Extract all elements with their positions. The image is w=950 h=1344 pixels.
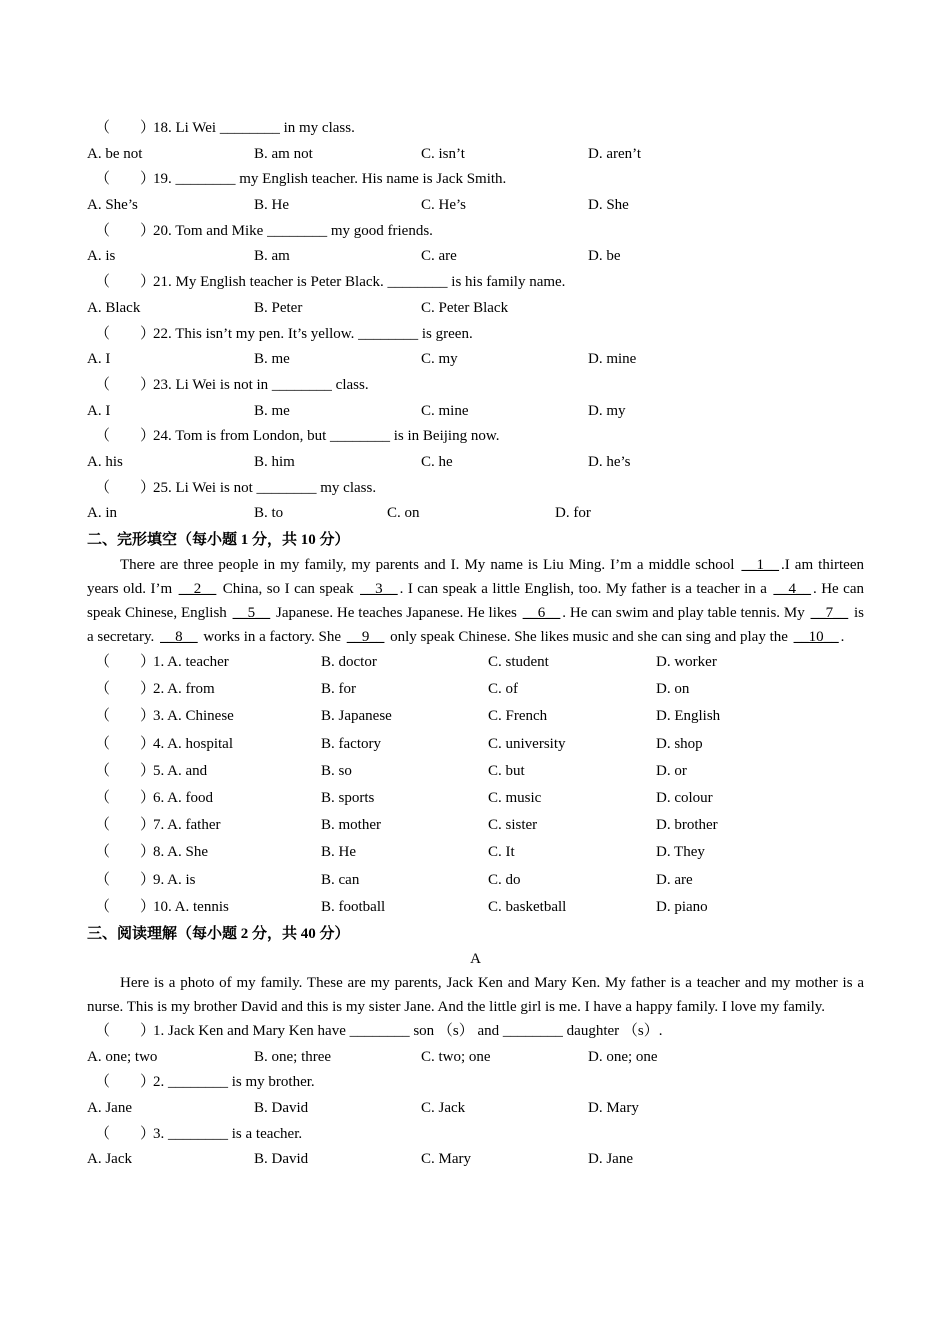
option-d: D. Jane <box>588 1151 633 1168</box>
option-c: C. two; one <box>421 1048 491 1065</box>
option-b: B. Japanese <box>321 708 392 725</box>
option-d: D. She <box>588 197 629 214</box>
option-c: C. music <box>488 789 542 806</box>
passage-text: Here is a photo of my family. These are my parents, Jack Ken and Mary Ken. My father is a teacher and my mother is a nurse. This is my brother David and this is my sister Jane. And the little girl is me. I have a happy family. I love my family. <box>87 974 864 1015</box>
option-b: B. am <box>254 248 290 265</box>
cloze-question-1 <box>87 649 864 676</box>
blank-1: __1__ <box>741 557 779 573</box>
option-a: 3. A. Chinese <box>153 708 234 725</box>
question-18-options <box>87 142 864 168</box>
option-a: A. Black <box>87 299 141 316</box>
answer-paren: （ ） <box>95 654 156 670</box>
question-text: 23. Li Wei is not in ________ class. <box>153 376 369 393</box>
cloze-question-6 <box>87 785 864 812</box>
answer-paren: （ ） <box>95 325 156 342</box>
cloze-question-5 <box>87 758 864 785</box>
blank-3: __3__ <box>360 581 398 597</box>
cloze-passage <box>87 553 864 649</box>
cloze-question-4 <box>87 731 864 758</box>
option-d: D. or <box>656 762 687 779</box>
exam-page <box>87 116 864 1173</box>
question-21-options <box>87 296 864 322</box>
option-b: B. factory <box>321 735 381 752</box>
option-b: B. can <box>321 871 360 888</box>
option-b: B. He <box>254 197 289 214</box>
option-b: B. so <box>321 762 352 779</box>
option-c: C. university <box>488 735 566 752</box>
answer-paren: （ ） <box>95 1074 156 1091</box>
blank-5: __5__ <box>232 605 271 621</box>
answer-paren: （ ） <box>95 789 156 806</box>
answer-paren: （ ） <box>95 762 156 779</box>
option-b: B. one; three <box>254 1048 332 1065</box>
passage-text: works in a factory. She <box>199 629 345 645</box>
option-d: D. one; one <box>588 1048 658 1065</box>
cloze-question-9 <box>87 867 864 894</box>
passage-label: A <box>470 950 481 967</box>
option-b: B. football <box>321 898 386 915</box>
question-18-stem <box>87 116 864 142</box>
option-b: B. doctor <box>321 654 377 670</box>
option-c: C. Mary <box>421 1151 471 1168</box>
option-c: C. but <box>488 762 525 779</box>
option-a: 9. A. is <box>153 871 196 888</box>
cloze-question-3 <box>87 703 864 730</box>
option-a: 5. A. and <box>153 762 208 779</box>
passage-text: . He can speak Chinese, English <box>87 581 864 621</box>
blank-4: __4__ <box>773 581 811 597</box>
section-2-title: 二、完形填空（每小题 1 分，共 10 分） <box>87 532 350 548</box>
option-a: A. in <box>87 505 117 522</box>
reading-question-1-stem <box>87 1019 864 1045</box>
passage-text: China, so I can speak <box>218 581 359 597</box>
option-a: 2. A. from <box>153 681 215 698</box>
answer-paren: （ ） <box>95 222 156 239</box>
option-c: C. he <box>421 453 453 470</box>
option-d: D. They <box>656 844 705 861</box>
option-a: A. Jane <box>87 1099 132 1116</box>
option-b: B. He <box>321 844 356 861</box>
option-d: D. aren’t <box>588 145 642 162</box>
option-b: B. for <box>321 681 356 698</box>
option-a: 10. A. tennis <box>153 898 229 915</box>
option-b: B. David <box>254 1151 309 1168</box>
blank-8: __8__ <box>160 629 198 645</box>
option-c: C. student <box>488 654 549 670</box>
option-a: A. She’s <box>87 197 138 214</box>
option-c: C. Peter Black <box>421 299 509 316</box>
option-a: A. I <box>87 402 111 419</box>
cloze-question-2 <box>87 676 864 703</box>
option-a: A. I <box>87 351 111 368</box>
option-b: B. to <box>254 505 284 522</box>
reading-question-2-stem <box>87 1070 864 1096</box>
passage-text: .I am thirteen years old. I’m <box>87 557 864 597</box>
option-d: D. be <box>588 248 621 265</box>
option-c: C. isn’t <box>421 145 465 162</box>
answer-paren: （ ） <box>95 817 156 834</box>
question-text: 22. This isn’t my pen. It’s yellow. ________ is green. <box>153 325 473 342</box>
option-a: A. be not <box>87 145 143 162</box>
question-text: 18. Li Wei ________ in my class. <box>153 120 355 136</box>
answer-paren: （ ） <box>95 708 156 725</box>
passage-text: . <box>840 629 845 645</box>
option-b: B. Peter <box>254 299 303 316</box>
question-22-options <box>87 347 864 373</box>
option-a: A. his <box>87 453 123 470</box>
answer-paren: （ ） <box>95 120 156 136</box>
option-b: B. sports <box>321 789 375 806</box>
answer-paren: （ ） <box>95 1125 156 1142</box>
option-a: A. is <box>87 248 116 265</box>
option-d: D. worker <box>656 654 717 670</box>
option-d: D. for <box>555 505 591 522</box>
question-19-options <box>87 193 864 219</box>
option-d: D. mine <box>588 351 637 368</box>
option-a: 1. A. teacher <box>153 654 229 670</box>
option-c: C. on <box>387 505 420 522</box>
option-c: C. do <box>488 871 521 888</box>
question-text: 2. ________ is my brother. <box>153 1074 315 1091</box>
passage-text: only speak Chinese. She likes music and she can sing and play the <box>386 629 792 645</box>
reading-passage <box>87 971 864 1019</box>
question-20-stem <box>87 219 864 245</box>
answer-paren: （ ） <box>95 871 156 888</box>
question-22-stem <box>87 322 864 348</box>
passage-text: There are three people in my family, my parents and I. My name is Liu Ming. I’m a middle school <box>120 557 740 573</box>
question-21-stem <box>87 270 864 296</box>
option-a: A. one; two <box>87 1048 158 1065</box>
question-24-stem <box>87 424 864 450</box>
blank-9: __9__ <box>346 629 385 645</box>
question-text: 21. My English teacher is Peter Black. ________ is his family name. <box>153 274 566 291</box>
option-c: C. He’s <box>421 197 466 214</box>
cloze-question-8 <box>87 839 864 866</box>
option-d: D. shop <box>656 735 703 752</box>
blank-7: __7__ <box>810 605 849 621</box>
answer-paren: （ ） <box>95 735 156 752</box>
option-b: B. mother <box>321 817 381 834</box>
option-b: B. me <box>254 351 290 368</box>
cloze-question-7 <box>87 812 864 839</box>
blank-10: __10__ <box>793 629 839 645</box>
question-text: 19. ________ my English teacher. His name is Jack Smith. <box>153 171 507 188</box>
passage-text: . He can swim and play table tennis. My <box>562 605 809 621</box>
option-d: D. brother <box>656 817 718 834</box>
question-text: 1. Jack Ken and Mary Ken have ________ son （s） and ________ daughter （s）. <box>153 1022 663 1039</box>
answer-paren: （ ） <box>95 681 156 698</box>
section-3-title: 三、阅读理解（每小题 2 分，共 40 分） <box>87 925 350 942</box>
answer-paren: （ ） <box>95 376 156 393</box>
blank-6: __6__ <box>522 605 561 621</box>
reading-question-3-stem <box>87 1122 864 1148</box>
option-a: 4. A. hospital <box>153 735 234 752</box>
option-c: C. my <box>421 351 458 368</box>
option-c: C. are <box>421 248 457 265</box>
option-c: C. sister <box>488 817 538 834</box>
option-c: C. Jack <box>421 1099 466 1116</box>
option-c: C. French <box>488 708 548 725</box>
question-24-options <box>87 450 864 476</box>
option-c: C. basketball <box>488 898 567 915</box>
option-d: D. colour <box>656 789 713 806</box>
question-text: 25. Li Wei is not ________ my class. <box>153 479 377 496</box>
cloze-questions <box>87 649 864 921</box>
answer-paren: （ ） <box>95 428 156 445</box>
option-d: D. my <box>588 402 626 419</box>
option-a: 8. A. She <box>153 844 209 861</box>
option-d: D. English <box>656 708 721 725</box>
option-d: D. he’s <box>588 453 631 470</box>
option-b: B. am not <box>254 145 313 162</box>
question-25-options <box>87 501 864 527</box>
cloze-question-10 <box>87 894 864 921</box>
option-d: D. are <box>656 871 693 888</box>
question-25-stem <box>87 476 864 502</box>
blank-2: __2__ <box>178 581 217 597</box>
option-b: B. me <box>254 402 290 419</box>
question-20-options <box>87 244 864 270</box>
reading-questions <box>87 1019 864 1173</box>
option-c: C. of <box>488 681 518 698</box>
answer-paren: （ ） <box>95 274 156 291</box>
option-a: A. Jack <box>87 1151 132 1168</box>
option-d: D. on <box>656 681 690 698</box>
option-b: B. David <box>254 1099 309 1116</box>
answer-paren: （ ） <box>95 171 156 188</box>
option-c: C. It <box>488 844 515 861</box>
question-text: 24. Tom is from London, but ________ is in Beijing now. <box>153 428 500 445</box>
reading-question-3-options <box>87 1147 864 1173</box>
question-23-stem <box>87 373 864 399</box>
question-text: 3. ________ is a teacher. <box>153 1125 303 1142</box>
question-23-options <box>87 399 864 425</box>
option-b: B. him <box>254 453 295 470</box>
option-a: 6. A. food <box>153 789 213 806</box>
answer-paren: （ ） <box>95 898 156 915</box>
part1-questions <box>87 116 864 527</box>
answer-paren: （ ） <box>95 1022 156 1039</box>
passage-text: . I can speak a little English, too. My father is a teacher in a <box>399 581 772 597</box>
question-19-stem <box>87 167 864 193</box>
question-text: 20. Tom and Mike ________ my good friends. <box>153 222 433 239</box>
option-d: D. piano <box>656 898 708 915</box>
passage-text: is a secretary. <box>87 605 864 645</box>
option-a: 7. A. father <box>153 817 221 834</box>
reading-question-2-options <box>87 1096 864 1122</box>
answer-paren: （ ） <box>95 844 156 861</box>
option-d: D. Mary <box>588 1099 639 1116</box>
reading-question-1-options <box>87 1045 864 1071</box>
option-c: C. mine <box>421 402 469 419</box>
answer-paren: （ ） <box>95 479 156 496</box>
passage-text: Japanese. He teaches Japanese. He likes <box>272 605 521 621</box>
